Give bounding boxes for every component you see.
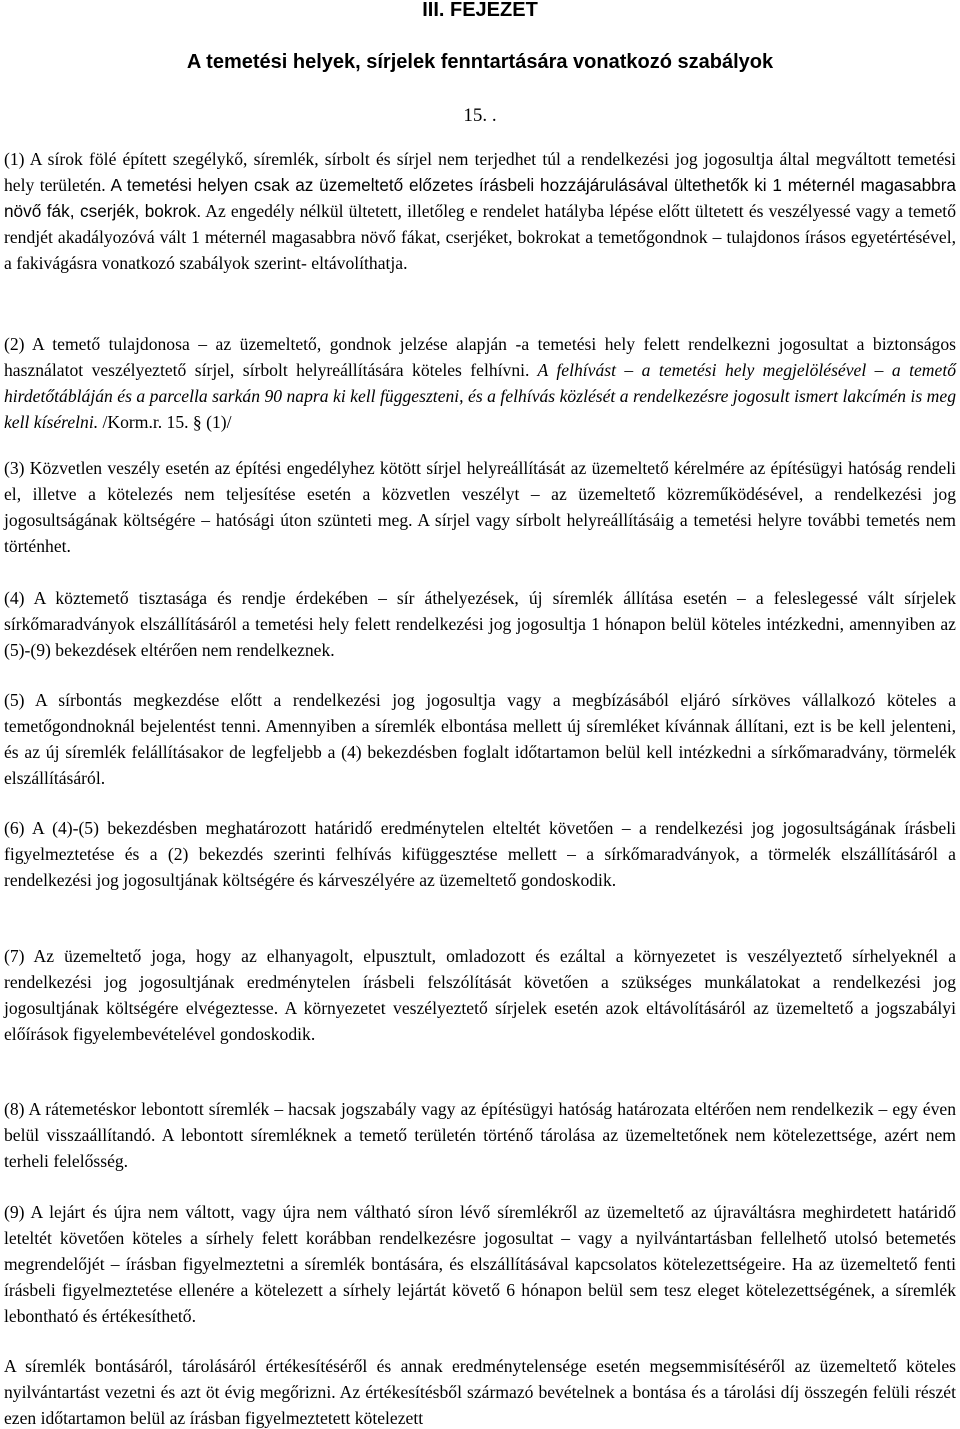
paragraph-1-sentence-1: (1) A sírok fölé épített szegélykő, síremlék, sírbolt és sírjel nem terjedhet túl a rendelkezési jog jogosultja által megváltott temetési hely területén. xyxy=(4,149,956,195)
section-number: 15. . xyxy=(463,105,497,126)
paragraph-2-sentence-1: (2) A temető tulajdonosa – az üzemeltető, gondnok jelzése alapján -a temetési hely felett rendelkezni jogosultat a biztonságos használatot veszélyeztető sírjel, sírbolt helyreállítására köteles felhívni. xyxy=(4,334,956,380)
section-title: A temetési helyek, sírjelek fenntartására vonatkozó szabályok xyxy=(186,51,774,73)
paragraph-7: (7) Az üzemeltető joga, hogy az elhanyagolt, elpusztult, omladozott és ezáltal a környezetet is veszélyeztető sírhelyeknél a rendelkezési jog jogosultjának eredménytelen írásbeli felszólítását követően a szükséges munkálatokat a rendelkezési jog jogosultjának költségére elvégeztesse. A környezetet veszélyeztető sírjelek esetén azok eltávolításáról az üzemeltető a jogszabályi előírások figyelembevételével gondoskodik. xyxy=(4,946,956,1044)
paragraph-4: (4) A köztemető tisztasága és rendje érdekében – sír áthelyezések, új síremlék állítása esetén – a feleslegessé vált sírjelek sírkőmaradványok elszállításáról a temetési hely felett rendelkezési jog jogosultja 1 hónapon belül köteles intézkedni, amennyiben az (5)-(9) bekezdések eltérően nem rendelkeznek. xyxy=(4,588,956,660)
paragraph-10: A síremlék bontásáról, tárolásáról értékesítéséről és annak eredménytelensége esetén megsemmisítéséről az üzemeltető köteles nyilvántartást vezetni és azt öt évig megőrizni. Az értékesítésből származó bevételnek a bontása és a tárolási díj összegén felüli részét ezen időtartamon belül az írásban figyelmeztetett kötelezett xyxy=(4,1356,956,1428)
paragraph-1-sentence-3: Az engedély nélkül ültetett, illetőleg e rendelet hatályba lépése előtt ültetett és veszélyessé vagy a temető rendjét akadályozóvá vált 1 méternél magasabbra növő fákat, cserjéket, bokrokat a temetőgondnok – tulajdonos írásos egyetértésével, a fakivágásra vonatkozó szabályok szerint- eltávolíthatja. xyxy=(4,200,956,273)
paragraph-6: (6) A (4)-(5) bekezdésben meghatározott határidő eredménytelen elteltét követően – a rendelkezési jog jogosultságának írásbeli figyelmeztetése és a (2) bekezdés szerinti felhívás kifüggesztése mellett – a sírkőmaradványok, a törmelék elszállításáról a rendelkezési jog jogosultjának költségére és kárveszélyére az üzemeltető gondoskodik. xyxy=(4,818,956,890)
paragraph-1-sentence-2: A temetési helyen csak az üzemeltető előzetes írásbeli hozzájárulásával ültethetők ki 1 méternél magasabbra növő fák, cserjék, bokrok. xyxy=(4,174,956,221)
paragraph-1 xyxy=(4,147,956,277)
paragraph-8: (8) A rátemetéskor lebontott síremlék – hacsak jogszabály vagy az építésügyi hatóság határozata eltérően nem rendelkezik – egy éven belül visszaállítandó. A lebontott síremléknek a temető területén történő tárolása az üzemeltetőnek nem kötelezettsége, azért nem terheli felelősség. xyxy=(4,1099,956,1171)
paragraph-3: (3) Közvetlen veszély esetén az építési engedélyhez kötött sírjel helyreállítását az üzemeltető kérelmére az építésügyi hatóság rendeli el, illetve a kötelezés nem teljesítése esetén a közvetlen veszélyt – az üzemeltető közreműködésével, a rendelkezési jog jogosultságának költségére – hatósági úton szünteti meg. A sírjel vagy sírbolt helyreállításáig a temetési helyre további temetés nem történhet. xyxy=(4,458,956,556)
paragraph-5: (5) A sírbontás megkezdése előtt a rendelkezési jog jogosultja vagy a megbízásából eljáró sírköves vállalkozó köteles a temetőgondnoknál bejelentést tenni. Amennyiben a síremlék elbontása mellett új síremléket kívánnak állítani, ezt is be kell jelenteni, és az új síremlék felállításakor de legfeljebb a (4) bekezdésben foglalt időtartamon belül kell intézkedni a sírkőmaradvány, törmelék elszállításáról. xyxy=(4,690,956,788)
paragraph-2-reference: /Korm.r. 15. § (1)/ xyxy=(98,411,232,432)
paragraph-9: (9) A lejárt és újra nem váltott, vagy újra nem váltható síron lévő síremlékről az üzemeltető az újraváltásra meghirdetett határidő leteltét követően köteles a sírhely felett korábban rendelkezésre jogosultat – vagy a nyilvántartásban fellelhető utolsó betemetés megrendelőjét – írásban figyelmeztetni a síremlék bontására, és elszállításával kapcsolatos kötelezettségeire. Ha az üzemeltető fenti írásbeli figyelmeztetése ellenére a kötelezett a sírhely lejártát követő 6 hónapon belül sem tesz eleget kötelezettségének, a síremlék lebontható és értékesíthető. xyxy=(4,1202,956,1326)
paragraph-2 xyxy=(4,332,956,436)
paragraph-2-italic-text: A felhívást – a temetési hely megjelölésével – a temető hirdetőtábláján és a parcella sarkán 90 napra ki kell függeszteni, és a felhívás közlését a rendelkezésre jogosult ismert lakcímén is meg kell kísérelni. xyxy=(4,359,957,432)
chapter-heading: III. FEJEZET xyxy=(422,0,538,21)
